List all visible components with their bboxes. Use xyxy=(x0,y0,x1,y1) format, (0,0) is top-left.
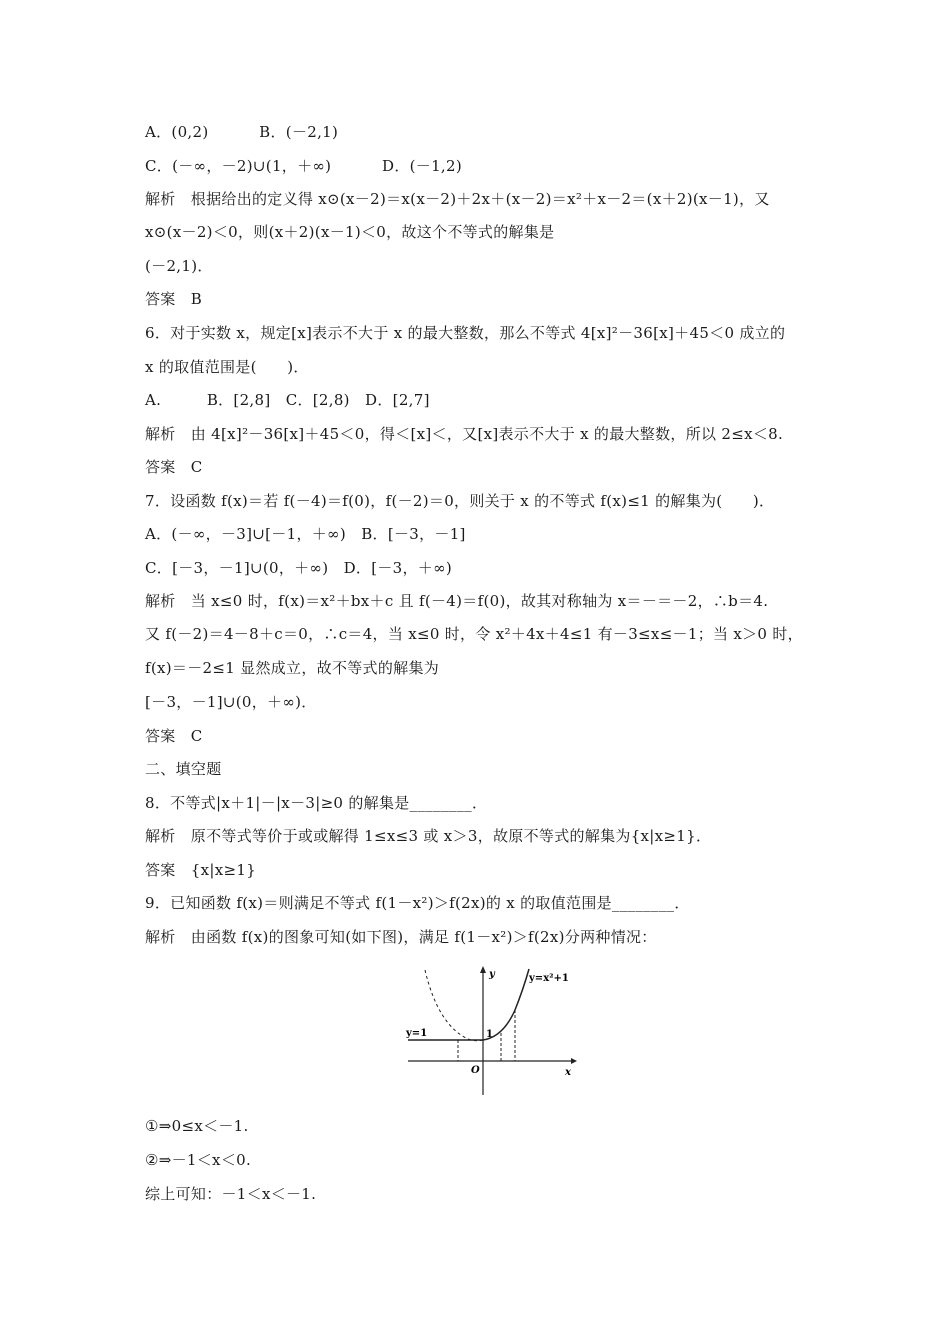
text-line: 8．不等式|x＋1|－|x－3|≥0 的解集是________． xyxy=(145,794,488,812)
text-line: 答案 C xyxy=(145,727,203,745)
y-axis-label: y xyxy=(489,969,495,980)
line-label: y=1 xyxy=(406,1028,428,1039)
function-graph-figure xyxy=(403,965,578,1097)
y-axis-arrow xyxy=(480,966,486,973)
x-axis-arrow xyxy=(571,1058,577,1064)
text-line: 7．设函数 f(x)＝若 f(－4)＝f(0)，f(－2)＝0，则关于 x 的不等式 f(x)≤1 的解集为( )． xyxy=(145,492,775,510)
text-line: C．[－3，－1]∪(0，＋∞) D．[－3，＋∞) xyxy=(145,559,453,577)
text-line: ②⇒－1＜x＜0. xyxy=(145,1151,252,1169)
text-line: ①⇒0≤x＜－1. xyxy=(145,1117,249,1135)
text-line: 9．已知函数 f(x)＝则满足不等式 f(1－x²)＞f(2x)的 x 的取值范围是________． xyxy=(145,894,690,912)
text-line: 又 f(－2)＝4－8＋c＝0，∴c＝4，当 x≤0 时，令 x²＋4x＋4≤1 有－3≤x≤－1；当 x＞0 时， xyxy=(145,625,803,643)
dashed-parabola-branch xyxy=(425,970,483,1041)
text-line: [－3，－1]∪(0，＋∞)． xyxy=(145,693,317,711)
origin-label: O xyxy=(471,1065,480,1076)
text-line: 答案 C xyxy=(145,458,203,476)
text-line: A. B．[2,8] C．[2,8) D．[2,7] xyxy=(145,391,430,409)
text-line: (－2,1)． xyxy=(145,257,213,275)
text-line: 解析 由 4[x]²－36[x]＋45＜0，得＜[x]＜，又[x]表示不大于 x 的最大整数，所以 2≤x＜8. xyxy=(145,425,784,443)
text-line: 6．对于实数 x，规定[x]表示不大于 x 的最大整数，那么不等式 4[x]²－36[x]＋45＜0 成立的 xyxy=(145,324,786,342)
text-line: x⊙(x－2)＜0，则(x＋2)(x－1)＜0，故这个不等式的解集是 xyxy=(145,223,555,241)
text-line: 答案 B xyxy=(145,290,203,308)
text-line: C．(－∞，－2)∪(1，＋∞) D．(－1,2) xyxy=(145,157,462,175)
text-line: A．(－∞，－3]∪[－1，＋∞) B．[－3，－1] xyxy=(145,525,466,543)
text-line: 解析 原不等式等价于或或解得 1≤x≤3 或 x＞3，故原不等式的解集为{x|x≥1}． xyxy=(145,827,712,845)
text-line: 解析 根据给出的定义得 x⊙(x－2)＝x(x－2)＋2x＋(x－2)＝x²＋x－2＝(x＋2)(x－1)，又 xyxy=(145,190,770,208)
text-line: 解析 由函数 f(x)的图象可知(如下图)，满足 f(1－x²)＞f(2x)分两种情况： xyxy=(145,928,657,946)
x-axis-label: x xyxy=(565,1067,571,1078)
curve-label: y=x²+1 xyxy=(529,973,569,984)
text-line: A．(0,2) B．(－2,1) xyxy=(145,123,339,141)
text-line: 解析 当 x≤0 时，f(x)＝x²＋bx＋c 且 f(－4)＝f(0)，故其对称轴为 x＝－＝－2，∴b＝4. xyxy=(145,592,769,610)
text-line: 答案 {x|x≥1} xyxy=(145,861,257,879)
text-line: x 的取值范围是( )． xyxy=(145,358,309,376)
text-line: 二、填空题 xyxy=(145,760,222,778)
intercept-label: 1 xyxy=(486,1029,493,1040)
text-line: 综上可知：－1＜x＜－1. xyxy=(145,1185,317,1203)
text-line: f(x)＝－2≤1 显然成立，故不等式的解集为 xyxy=(145,659,440,677)
